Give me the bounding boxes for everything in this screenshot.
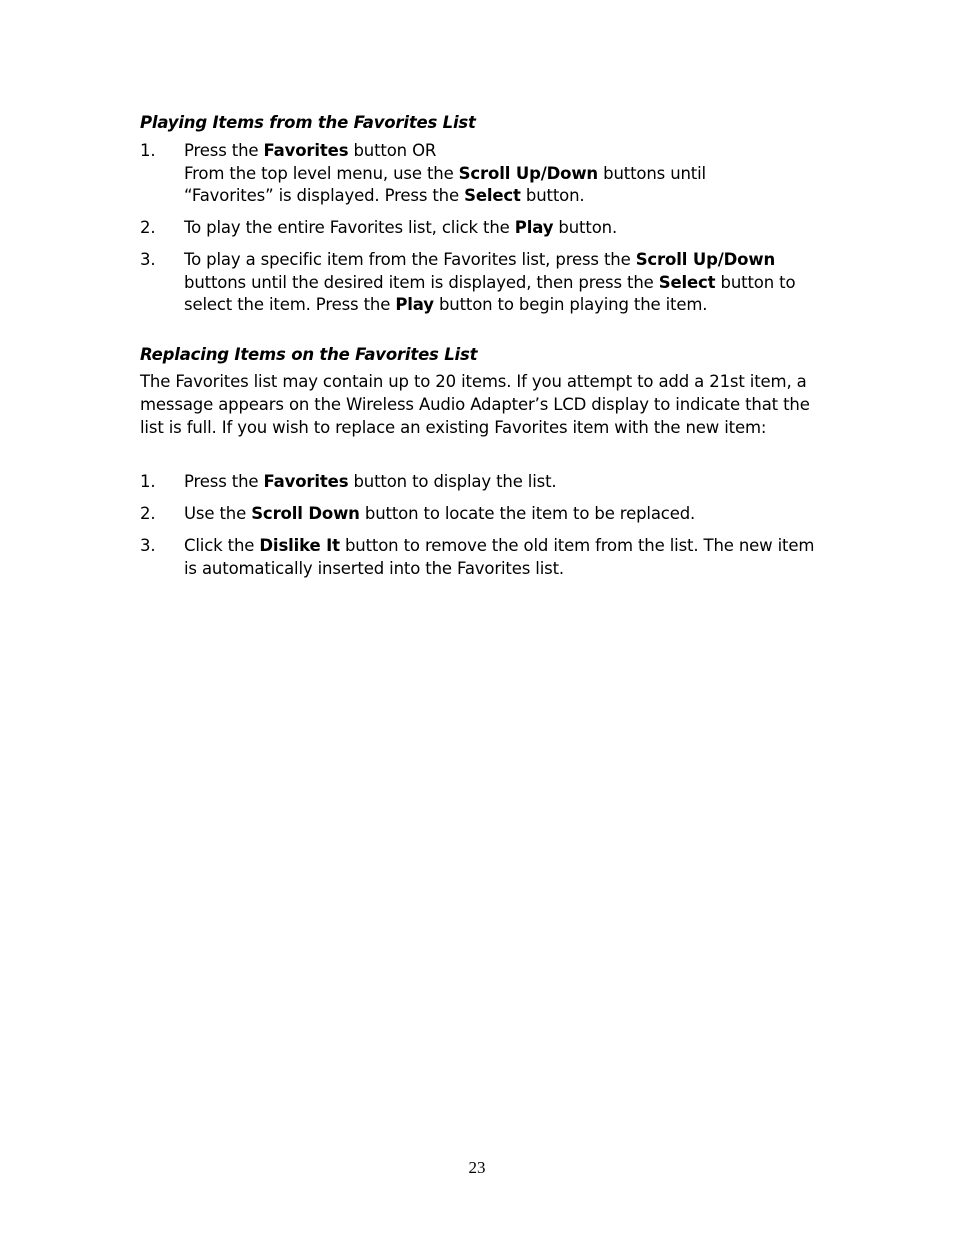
item-number: 2. — [140, 218, 156, 237]
list-item: 3. To play a specific item from the Favorites list, press the Scroll Up/Down buttons until the desired item is displayed, then press the Select button to select the item. Press the Play button to begin playing the item. — [140, 250, 796, 314]
list-item: 2. Use the Scroll Down button to locate the item to be replaced. — [140, 503, 820, 526]
intro-paragraph: The Favorites list may contain up to 20 items. If you attempt to add a 21st item, a message appears on the Wireless Audio Adapter’s LCD display to indicate that the list is full. If you wish to replace an existing Favorites item with the new item: — [140, 372, 810, 437]
item-number: 3. — [140, 250, 156, 269]
section-heading-playing: Playing Items from the Favorites List — [140, 113, 476, 132]
list-item: 1. Press the Favorites button to display the list. — [140, 471, 820, 494]
item-number: 3. — [140, 536, 156, 555]
button-name: Scroll Up/Down — [635, 250, 776, 269]
button-name: Play — [395, 295, 434, 314]
item-line: “Favorites” is displayed. Press the Select button. — [184, 186, 585, 205]
button-name: Scroll Down — [251, 504, 360, 523]
item-number: 1. — [140, 472, 156, 491]
item-number: 1. — [140, 141, 156, 160]
item-number: 2. — [140, 504, 156, 523]
button-name: Favorites — [263, 472, 349, 491]
button-name: Select — [464, 186, 521, 205]
button-name: Select — [658, 272, 716, 292]
section-heading-replacing: Replacing Items on the Favorites List — [140, 345, 478, 364]
replacing-steps-list — [140, 471, 820, 590]
button-name: Dislike It — [259, 536, 340, 555]
button-name: Scroll Up/Down — [458, 163, 599, 183]
button-name: Favorites — [263, 141, 349, 160]
list-item: 3. Click the Dislike It button to remove the old item from the list. The new item is automatically inserted into the Favorites list. — [140, 536, 815, 578]
page-number: 23 — [468, 1158, 486, 1177]
item-line: Press the Favorites button OR — [184, 141, 437, 160]
list-item — [140, 140, 820, 208]
list-item: 2. To play the entire Favorites list, click the Play button. — [140, 217, 820, 240]
button-name: Play — [514, 218, 554, 237]
item-line: From the top level menu, use the Scroll Up/Down buttons until — [184, 163, 706, 183]
playing-steps-list — [140, 140, 820, 326]
